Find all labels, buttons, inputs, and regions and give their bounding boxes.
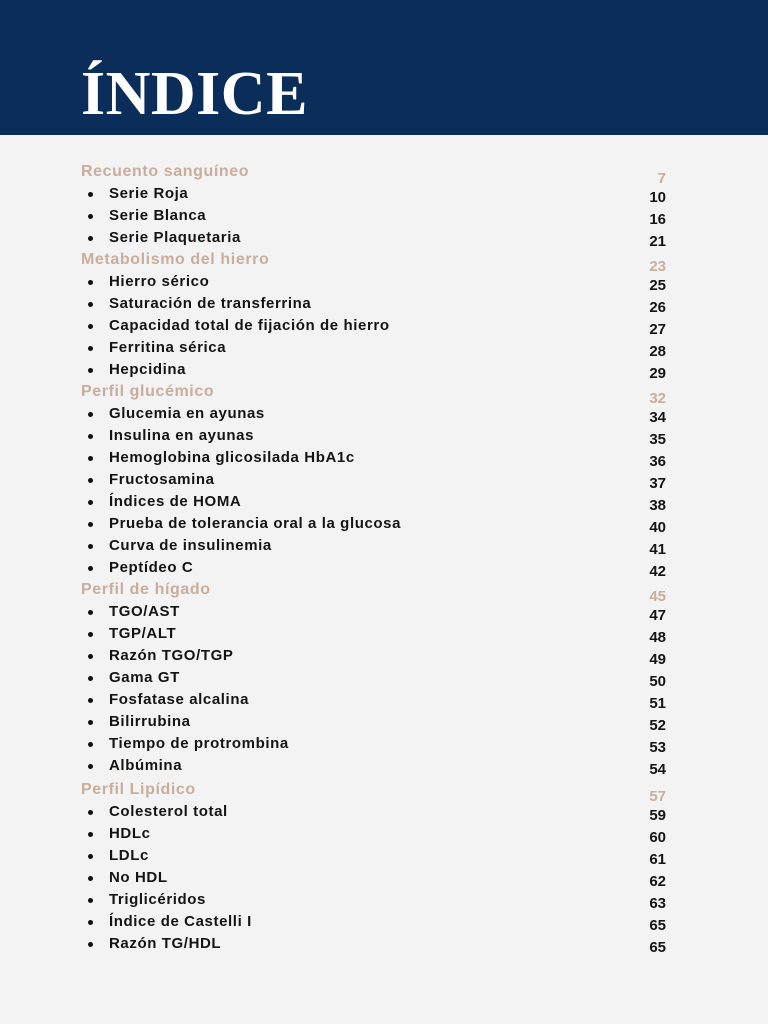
toc-entry-label: Índices de HOMA [109,493,242,510]
toc-entry-label: Capacidad total de fijación de hierro [109,317,390,334]
bullet-icon [88,456,93,461]
bullet-icon [88,192,93,197]
bullet-icon [88,698,93,703]
toc-entry[interactable] [0,468,768,490]
toc-entry[interactable] [0,314,768,336]
toc-section-title: Perfil Lipídico [81,781,196,798]
toc-entry-label: Ferritina sérica [109,339,227,356]
bullet-icon [88,214,93,219]
toc-section-perfil-de-higado [0,578,768,776]
bullet-icon [88,522,93,527]
toc-entry-label: LDLc [109,847,149,864]
bullet-icon [88,280,93,285]
bullet-icon [88,412,93,417]
bullet-icon [88,566,93,571]
toc-entry-page: 37 [649,475,666,492]
toc-entry[interactable] [0,336,768,358]
toc-entry[interactable] [0,358,768,380]
toc-entry-page: 34 [649,409,666,426]
toc-entry[interactable] [0,888,768,910]
toc-section-header[interactable] [0,778,768,805]
toc-entry[interactable] [0,822,768,844]
toc-entry-label: Gama GT [109,669,180,686]
toc-entry-page: 48 [649,629,666,646]
toc-entry[interactable] [0,226,768,248]
toc-entry-label: Tiempo de protrombina [109,735,289,752]
toc-entry-label: Curva de insulinemia [109,537,272,554]
toc-entry[interactable] [0,292,768,314]
toc-entry[interactable] [0,910,768,932]
bullet-icon [88,720,93,725]
toc-entry-page: 40 [649,519,666,536]
toc-section-perfil-glucemico [0,380,768,578]
header-banner [0,0,768,135]
toc-entry-page: 42 [649,563,666,580]
bullet-icon [88,898,93,903]
toc-entry[interactable] [0,204,768,226]
toc-entry-page: 25 [649,277,666,294]
bullet-icon [88,854,93,859]
toc-entry[interactable] [0,644,768,666]
toc-entry[interactable] [0,844,768,866]
bullet-icon [88,942,93,947]
toc-section-page: 32 [649,390,666,407]
toc-entry[interactable] [0,556,768,578]
toc-entry-page: 26 [649,299,666,316]
toc-entry-label: Insulina en ayunas [109,427,255,444]
toc-entry-label: Hepcidina [109,361,187,378]
bullet-icon [88,742,93,747]
toc-entry[interactable] [0,866,768,888]
bullet-icon [88,236,93,241]
toc-entry-label: HDLc [109,825,151,842]
toc-entry-label: Saturación de transferrina [109,295,312,312]
bullet-icon [88,434,93,439]
bullet-icon [88,876,93,881]
toc-entry-label: No HDL [109,869,168,886]
toc-entry[interactable] [0,424,768,446]
toc-entry-label: Glucemia en ayunas [109,405,265,422]
toc-entry[interactable] [0,932,768,954]
toc-section-page: 45 [649,588,666,605]
toc-section-title: Metabolismo del hierro [81,251,270,268]
toc-entry[interactable] [0,512,768,534]
toc-entry[interactable] [0,688,768,710]
toc-section-page: 7 [657,170,666,187]
toc-entry[interactable] [0,270,768,292]
toc-entry-label: Hemoglobina glicosilada HbA1c [109,449,355,466]
toc-entry-page: 28 [649,343,666,360]
toc-entry-page: 61 [649,851,666,868]
toc-entry-page: 53 [649,739,666,756]
toc-entry-page: 35 [649,431,666,448]
toc-section-header[interactable] [0,248,768,275]
toc-entry-label: TGO/AST [109,603,180,620]
toc-entry[interactable] [0,600,768,622]
bullet-icon [88,764,93,769]
toc-entry-label: Albúmina [109,757,183,774]
bullet-icon [88,478,93,483]
table-of-contents [0,160,768,954]
toc-section-page: 57 [649,788,666,805]
toc-entry-label: TGP/ALT [109,625,177,642]
toc-entry-page: 38 [649,497,666,514]
toc-entry-page: 54 [649,761,666,778]
toc-entry-label: Razón TGO/TGP [109,647,234,664]
toc-entry[interactable] [0,754,768,776]
bullet-icon [88,500,93,505]
toc-entry[interactable] [0,534,768,556]
bullet-icon [88,920,93,925]
toc-entry-page: 65 [649,939,666,956]
toc-entry[interactable] [0,182,768,204]
toc-entry-page: 63 [649,895,666,912]
toc-section-perfil-lipidico [0,778,768,954]
toc-entry-label: Fructosamina [109,471,215,488]
toc-entry-page: 65 [649,917,666,934]
toc-entry-page: 10 [649,189,666,206]
toc-entry-label: Índice de Castelli I [109,913,252,930]
bullet-icon [88,346,93,351]
toc-entry[interactable] [0,732,768,754]
toc-entry-page: 59 [649,807,666,824]
toc-entry-label: Prueba de tolerancia oral a la glucosa [109,515,402,532]
toc-entry-label: Fosfatase alcalina [109,691,250,708]
toc-entry-page: 16 [649,211,666,228]
toc-entry-label: Hierro sérico [109,273,210,290]
bullet-icon [88,832,93,837]
page-title: ÍNDICE [81,60,308,128]
bullet-icon [88,676,93,681]
bullet-icon [88,368,93,373]
toc-entry[interactable] [0,800,768,822]
toc-entry-label: Serie Roja [109,185,189,202]
toc-entry-label: Bilirrubina [109,713,191,730]
bullet-icon [88,324,93,329]
toc-entry[interactable] [0,402,768,424]
bullet-icon [88,632,93,637]
toc-entry-label: Serie Plaquetaria [109,229,241,246]
toc-entry[interactable] [0,666,768,688]
bullet-icon [88,610,93,615]
bullet-icon [88,544,93,549]
bullet-icon [88,810,93,815]
toc-section-title: Perfil de hígado [81,581,211,598]
toc-entry[interactable] [0,446,768,468]
bullet-icon [88,302,93,307]
toc-entry-page: 27 [649,321,666,338]
toc-entry-page: 41 [649,541,666,558]
toc-section-title: Perfil glucémico [81,383,215,400]
toc-entry-page: 51 [649,695,666,712]
toc-entry-page: 47 [649,607,666,624]
toc-section-title: Recuento sanguíneo [81,163,250,180]
toc-section-header[interactable] [0,160,768,187]
toc-entry[interactable] [0,622,768,644]
toc-section-header[interactable] [0,578,768,605]
toc-section-recuento-sanguineo [0,160,768,248]
toc-entry-page: 36 [649,453,666,470]
toc-entry-page: 52 [649,717,666,734]
toc-entry-page: 29 [649,365,666,382]
toc-entry-label: Razón TG/HDL [109,935,222,952]
toc-entry[interactable] [0,490,768,512]
toc-entry-page: 62 [649,873,666,890]
toc-section-metabolismo-del-hierro [0,248,768,380]
toc-section-page: 23 [649,258,666,275]
toc-entry[interactable] [0,710,768,732]
toc-entry-label: Colesterol total [109,803,228,820]
toc-entry-page: 60 [649,829,666,846]
bullet-icon [88,654,93,659]
toc-entry-page: 49 [649,651,666,668]
toc-section-header[interactable] [0,380,768,407]
toc-entry-page: 50 [649,673,666,690]
toc-entry-label: Serie Blanca [109,207,207,224]
toc-entry-label: Triglicéridos [109,891,206,908]
toc-entry-page: 21 [649,233,666,250]
toc-entry-label: Peptídeo C [109,559,194,576]
